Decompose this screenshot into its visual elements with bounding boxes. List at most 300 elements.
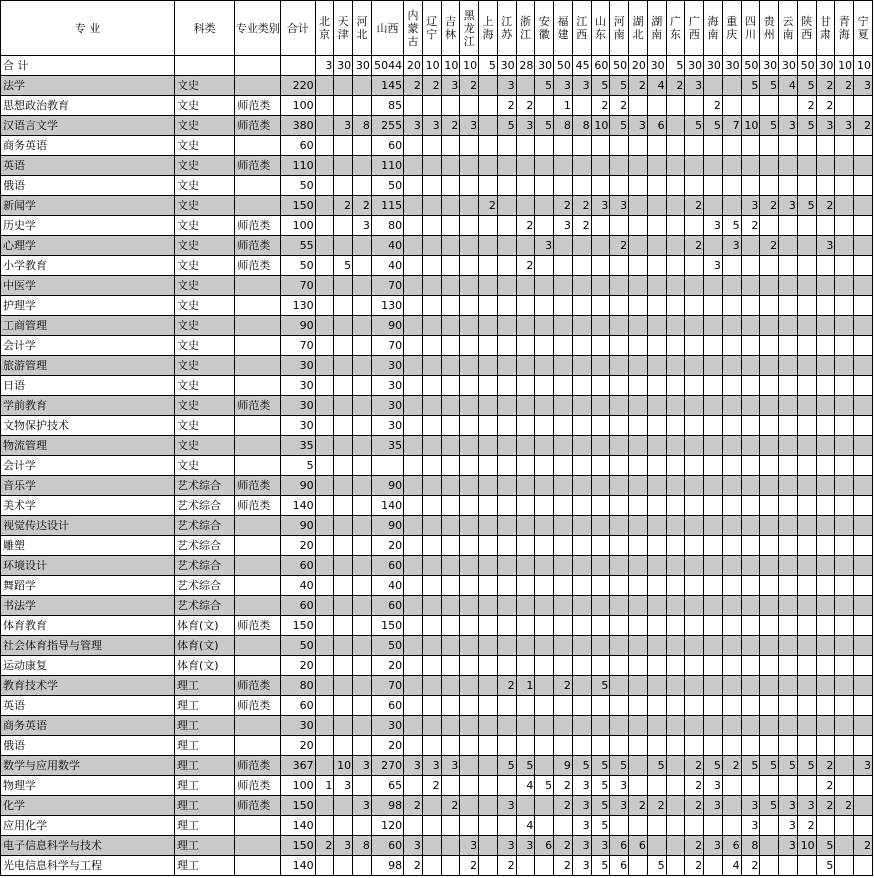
major-cell: 合 计 <box>1 56 175 76</box>
quota-cell: 3 <box>816 116 835 136</box>
quota-cell <box>685 636 704 656</box>
quota-cell <box>460 616 479 636</box>
quota-cell: 3 <box>353 796 372 816</box>
quota-cell <box>647 736 666 756</box>
quota-cell <box>629 156 648 176</box>
quota-cell: 2 <box>572 216 591 236</box>
quota-cell <box>741 436 760 456</box>
column-header: 合计 <box>281 1 315 56</box>
quota-cell: 2 <box>422 76 441 96</box>
quota-cell <box>647 676 666 696</box>
quota-cell <box>647 436 666 456</box>
quota-cell <box>760 276 779 296</box>
quota-cell <box>516 276 535 296</box>
quota-cell <box>704 536 723 556</box>
quota-cell: 2 <box>685 856 704 876</box>
column-header: 云南 <box>779 1 798 56</box>
quota-cell: 2 <box>760 236 779 256</box>
quota-cell <box>422 696 441 716</box>
quota-cell: 2 <box>516 216 535 236</box>
quota-cell: 4 <box>722 856 741 876</box>
quota-cell <box>760 296 779 316</box>
quota-cell <box>460 576 479 596</box>
quota-cell <box>704 236 723 256</box>
quota-cell <box>281 56 315 76</box>
quota-cell: 80 <box>281 676 315 696</box>
quota-cell <box>797 616 816 636</box>
quota-cell <box>554 316 573 336</box>
quota-cell <box>404 376 423 396</box>
quota-cell <box>610 616 629 636</box>
quota-cell: 2 <box>554 796 573 816</box>
quota-cell <box>685 676 704 696</box>
quota-cell <box>685 336 704 356</box>
quota-cell: 2 <box>647 796 666 816</box>
major-type-cell <box>235 76 281 96</box>
quota-cell <box>610 396 629 416</box>
quota-cell <box>554 136 573 156</box>
quota-cell <box>704 476 723 496</box>
quota-cell: 6 <box>610 836 629 856</box>
quota-cell <box>760 516 779 536</box>
quota-cell <box>315 856 334 876</box>
major-type-cell <box>235 56 281 76</box>
category-cell: 文史 <box>174 156 234 176</box>
quota-cell <box>722 516 741 536</box>
quota-cell: 50 <box>610 56 629 76</box>
quota-cell <box>404 716 423 736</box>
quota-cell <box>647 456 666 476</box>
quota-cell <box>685 616 704 636</box>
quota-cell <box>535 816 554 836</box>
quota-cell <box>422 356 441 376</box>
quota-cell <box>610 336 629 356</box>
quota-cell: 5 <box>591 756 610 776</box>
quota-cell <box>779 216 798 236</box>
category-cell: 文史 <box>174 336 234 356</box>
quota-cell <box>554 276 573 296</box>
quota-cell <box>741 636 760 656</box>
quota-cell <box>779 276 798 296</box>
quota-cell: 50 <box>371 176 403 196</box>
quota-cell: 2 <box>816 96 835 116</box>
quota-cell: 3 <box>572 816 591 836</box>
major-type-cell: 师范类 <box>235 236 281 256</box>
major-cell: 环境设计 <box>1 556 175 576</box>
quota-cell <box>535 416 554 436</box>
quota-cell <box>441 456 460 476</box>
quota-cell <box>741 416 760 436</box>
quota-cell <box>722 616 741 636</box>
quota-cell <box>516 376 535 396</box>
quota-cell <box>722 276 741 296</box>
quota-cell <box>685 716 704 736</box>
quota-cell <box>854 816 873 836</box>
quota-cell <box>353 816 372 836</box>
quota-cell: 30 <box>281 416 315 436</box>
column-header: 河北 <box>353 1 372 56</box>
quota-cell <box>535 156 554 176</box>
quota-cell <box>854 136 873 156</box>
quota-cell: 3 <box>572 836 591 856</box>
quota-cell <box>334 736 353 756</box>
quota-cell: 2 <box>816 796 835 816</box>
quota-cell <box>629 716 648 736</box>
quota-cell <box>441 596 460 616</box>
quota-cell <box>422 336 441 356</box>
quota-cell: 30 <box>371 716 403 736</box>
quota-cell <box>835 216 854 236</box>
quota-cell <box>460 316 479 336</box>
quota-cell <box>404 636 423 656</box>
quota-cell <box>554 496 573 516</box>
quota-cell <box>334 456 353 476</box>
quota-cell <box>666 256 685 276</box>
quota-cell <box>334 496 353 516</box>
quota-cell <box>666 536 685 556</box>
quota-cell <box>554 516 573 536</box>
category-cell: 理工 <box>174 716 234 736</box>
quota-cell <box>797 316 816 336</box>
quota-cell <box>835 176 854 196</box>
quota-cell <box>666 396 685 416</box>
quota-cell <box>404 276 423 296</box>
quota-cell <box>629 636 648 656</box>
quota-cell <box>460 296 479 316</box>
quota-cell <box>760 96 779 116</box>
quota-cell <box>441 676 460 696</box>
quota-cell <box>422 236 441 256</box>
quota-cell: 150 <box>281 796 315 816</box>
quota-cell <box>422 556 441 576</box>
quota-cell: 5 <box>591 76 610 96</box>
quota-cell <box>610 636 629 656</box>
quota-cell <box>422 596 441 616</box>
quota-cell <box>816 156 835 176</box>
quota-cell <box>422 296 441 316</box>
quota-cell <box>460 776 479 796</box>
quota-cell <box>353 436 372 456</box>
quota-cell <box>497 336 516 356</box>
quota-cell <box>854 176 873 196</box>
quota-cell <box>554 816 573 836</box>
quota-cell: 2 <box>816 776 835 796</box>
quota-cell <box>779 516 798 536</box>
quota-cell <box>334 96 353 116</box>
quota-cell: 2 <box>554 836 573 856</box>
quota-cell <box>685 456 704 476</box>
quota-cell <box>441 396 460 416</box>
quota-cell: 5 <box>797 756 816 776</box>
quota-cell <box>572 656 591 676</box>
quota-cell <box>404 656 423 676</box>
table-row <box>1 196 873 216</box>
quota-cell: 2 <box>404 856 423 876</box>
quota-cell <box>554 596 573 616</box>
quota-cell: 20 <box>371 536 403 556</box>
major-type-cell <box>235 356 281 376</box>
quota-cell: 5 <box>610 116 629 136</box>
quota-cell <box>854 596 873 616</box>
quota-cell <box>554 156 573 176</box>
quota-cell <box>835 96 854 116</box>
quota-cell <box>760 336 779 356</box>
quota-cell <box>685 416 704 436</box>
quota-cell <box>554 576 573 596</box>
major-type-cell <box>235 336 281 356</box>
quota-cell: 2 <box>554 196 573 216</box>
quota-cell <box>666 836 685 856</box>
quota-cell: 10 <box>334 756 353 776</box>
quota-cell <box>353 356 372 376</box>
quota-cell <box>479 456 498 476</box>
quota-cell <box>315 436 334 456</box>
quota-cell <box>516 636 535 656</box>
quota-cell <box>353 156 372 176</box>
major-cell: 教育技术学 <box>1 676 175 696</box>
quota-cell: 1 <box>315 776 334 796</box>
quota-cell <box>854 296 873 316</box>
quota-cell <box>666 356 685 376</box>
category-cell: 文史 <box>174 356 234 376</box>
quota-cell <box>460 416 479 436</box>
quota-cell <box>854 796 873 816</box>
quota-cell <box>315 76 334 96</box>
quota-cell <box>835 656 854 676</box>
quota-cell <box>797 296 816 316</box>
major-cell: 运动康复 <box>1 656 175 676</box>
quota-cell: 3 <box>591 196 610 216</box>
major-type-cell: 师范类 <box>235 796 281 816</box>
quota-cell <box>854 216 873 236</box>
quota-cell <box>479 776 498 796</box>
table-row <box>1 216 873 236</box>
major-cell: 舞蹈学 <box>1 576 175 596</box>
major-cell: 英语 <box>1 696 175 716</box>
quota-cell <box>666 676 685 696</box>
quota-cell <box>441 256 460 276</box>
quota-cell <box>816 656 835 676</box>
quota-cell: 5 <box>760 76 779 96</box>
quota-cell <box>572 576 591 596</box>
quota-cell <box>704 176 723 196</box>
quota-cell <box>854 196 873 216</box>
quota-cell <box>797 176 816 196</box>
quota-cell <box>572 596 591 616</box>
quota-cell <box>647 176 666 196</box>
quota-cell <box>591 276 610 296</box>
quota-cell <box>647 576 666 596</box>
quota-cell <box>629 256 648 276</box>
column-header: 专业类别 <box>235 1 281 56</box>
quota-cell <box>497 616 516 636</box>
major-type-cell: 师范类 <box>235 216 281 236</box>
quota-cell <box>816 396 835 416</box>
quota-cell <box>854 736 873 756</box>
quota-cell <box>497 716 516 736</box>
quota-cell: 30 <box>535 56 554 76</box>
quota-cell <box>835 376 854 396</box>
quota-cell <box>591 456 610 476</box>
quota-cell <box>591 316 610 336</box>
column-header: 黑龙江 <box>460 1 479 56</box>
category-cell: 体育(文) <box>174 616 234 636</box>
quota-cell <box>854 716 873 736</box>
table-row <box>1 656 873 676</box>
quota-cell <box>816 216 835 236</box>
quota-cell <box>797 376 816 396</box>
quota-cell <box>816 316 835 336</box>
quota-cell <box>422 836 441 856</box>
quota-cell <box>779 96 798 116</box>
quota-cell <box>741 696 760 716</box>
quota-cell <box>722 296 741 316</box>
major-type-cell: 师范类 <box>235 756 281 776</box>
quota-cell <box>704 336 723 356</box>
table-row <box>1 416 873 436</box>
quota-cell <box>535 296 554 316</box>
quota-cell <box>441 356 460 376</box>
quota-cell <box>441 716 460 736</box>
category-cell: 艺术综合 <box>174 516 234 536</box>
quota-cell <box>497 176 516 196</box>
quota-cell <box>854 456 873 476</box>
quota-cell: 5 <box>516 756 535 776</box>
quota-cell <box>685 596 704 616</box>
quota-cell <box>516 856 535 876</box>
quota-cell <box>685 276 704 296</box>
quota-cell <box>516 716 535 736</box>
quota-cell: 5 <box>610 756 629 776</box>
quota-cell <box>353 336 372 356</box>
quota-cell: 85 <box>371 96 403 116</box>
quota-cell: 220 <box>281 76 315 96</box>
quota-cell <box>760 716 779 736</box>
quota-cell <box>629 496 648 516</box>
quota-cell <box>797 776 816 796</box>
quota-cell <box>404 416 423 436</box>
quota-cell <box>441 136 460 156</box>
major-cell: 中医学 <box>1 276 175 296</box>
quota-cell <box>741 516 760 536</box>
quota-cell <box>854 236 873 256</box>
quota-cell <box>854 416 873 436</box>
quota-cell: 3 <box>779 816 798 836</box>
quota-cell <box>554 556 573 576</box>
quota-cell <box>779 136 798 156</box>
quota-cell <box>629 296 648 316</box>
quota-cell <box>572 256 591 276</box>
quota-cell <box>816 496 835 516</box>
quota-cell <box>666 376 685 396</box>
major-cell: 物流管理 <box>1 436 175 456</box>
quota-cell <box>479 616 498 636</box>
quota-cell <box>854 556 873 576</box>
quota-cell <box>722 676 741 696</box>
quota-cell <box>816 376 835 396</box>
quota-cell <box>353 416 372 436</box>
quota-cell: 130 <box>371 296 403 316</box>
quota-cell: 60 <box>281 136 315 156</box>
quota-cell <box>779 436 798 456</box>
quota-cell <box>334 216 353 236</box>
quota-cell <box>722 496 741 516</box>
quota-cell <box>479 116 498 136</box>
quota-cell <box>315 296 334 316</box>
quota-cell <box>797 696 816 716</box>
quota-cell <box>854 616 873 636</box>
quota-cell: 2 <box>741 216 760 236</box>
quota-cell <box>704 656 723 676</box>
quota-cell: 2 <box>610 96 629 116</box>
quota-cell <box>315 136 334 156</box>
major-type-cell <box>235 276 281 296</box>
quota-cell: 3 <box>704 216 723 236</box>
quota-cell <box>404 316 423 336</box>
quota-cell: 150 <box>371 616 403 636</box>
quota-cell <box>629 176 648 196</box>
quota-cell <box>334 416 353 436</box>
quota-cell <box>647 276 666 296</box>
quota-cell <box>816 136 835 156</box>
quota-cell <box>554 336 573 356</box>
quota-cell: 3 <box>334 776 353 796</box>
quota-cell: 50 <box>281 176 315 196</box>
quota-cell <box>816 616 835 636</box>
quota-cell <box>854 376 873 396</box>
quota-cell <box>760 836 779 856</box>
quota-cell <box>704 516 723 536</box>
quota-cell <box>516 736 535 756</box>
quota-cell <box>629 396 648 416</box>
quota-cell <box>779 736 798 756</box>
quota-cell <box>315 316 334 336</box>
quota-cell <box>835 136 854 156</box>
quota-cell <box>816 416 835 436</box>
quota-cell <box>460 396 479 416</box>
quota-cell: 3 <box>315 56 334 76</box>
quota-cell: 30 <box>722 56 741 76</box>
quota-cell <box>797 256 816 276</box>
quota-cell <box>441 236 460 256</box>
quota-cell <box>666 136 685 156</box>
quota-cell <box>479 696 498 716</box>
quota-cell <box>797 516 816 536</box>
quota-cell <box>516 356 535 376</box>
quota-cell: 30 <box>647 56 666 76</box>
quota-cell <box>741 536 760 556</box>
quota-cell: 50 <box>797 56 816 76</box>
quota-cell <box>535 856 554 876</box>
quota-cell: 5 <box>741 76 760 96</box>
quota-cell <box>647 96 666 116</box>
table-row <box>1 816 873 836</box>
quota-cell <box>647 236 666 256</box>
quota-cell <box>741 736 760 756</box>
quota-cell <box>797 156 816 176</box>
quota-cell <box>591 576 610 596</box>
quota-cell: 9 <box>554 756 573 776</box>
quota-cell <box>704 596 723 616</box>
quota-cell <box>572 616 591 636</box>
category-cell: 艺术综合 <box>174 576 234 596</box>
quota-cell <box>704 136 723 156</box>
quota-cell <box>422 656 441 676</box>
quota-cell: 2 <box>854 836 873 856</box>
quota-cell <box>722 416 741 436</box>
quota-cell <box>760 256 779 276</box>
quota-cell: 60 <box>281 556 315 576</box>
